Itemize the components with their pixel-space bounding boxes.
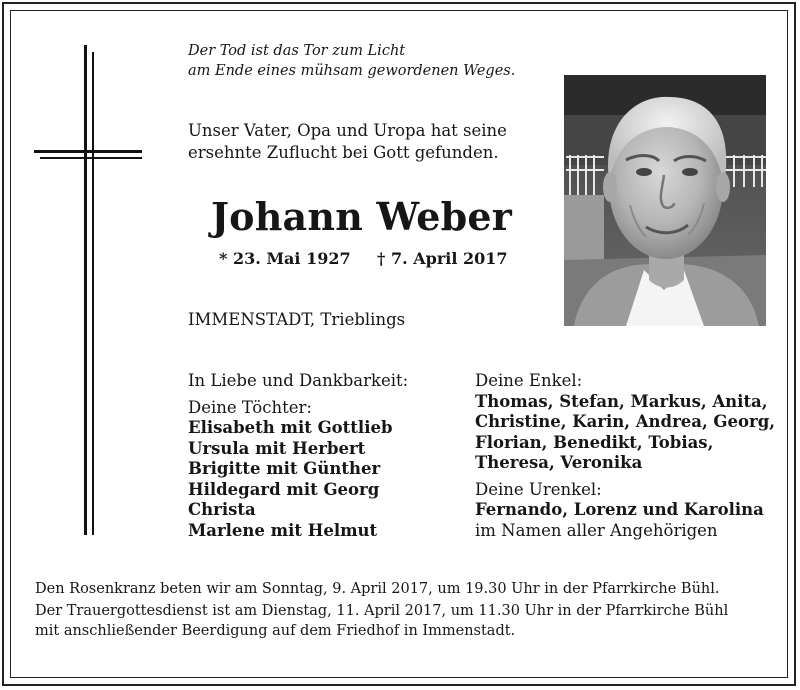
grandchildren-line: Thomas, Stefan, Markus, Anita, [475, 391, 768, 411]
cross-horizontal-bar-thin [40, 157, 142, 159]
daughter-entry: Christa [188, 500, 256, 519]
funeral-notice [35, 601, 728, 641]
place-of-residence: IMMENSTADT, Trieblings [188, 310, 406, 329]
portrait-image [564, 75, 766, 326]
gratitude-heading: In Liebe und Dankbarkeit: [188, 371, 409, 390]
portrait-photo [564, 75, 766, 326]
motto-quote [188, 41, 515, 81]
family-left-column [188, 371, 408, 541]
great-grandchildren-label: Deine Urenkel: [475, 479, 602, 499]
intro-text [188, 120, 507, 164]
great-grandchildren-names: Fernando, Lorenz und Karolina [475, 500, 764, 519]
intro-line-2: ersehnte Zuflucht bei Gott gefunden. [188, 143, 499, 162]
cross-vertical-bar-thin [92, 52, 94, 535]
cross-horizontal-bar [34, 150, 142, 153]
grandchildren-line: Florian, Benedikt, Tobias, [475, 432, 714, 452]
intro-line-1: Unser Vater, Opa und Uropa hat seine [188, 121, 507, 140]
motto-line-2: am Ende eines mühsam gewordenen Weges. [188, 63, 516, 79]
daughter-entry: Marlene mit Helmut [188, 520, 378, 540]
daughter-entry: Ursula mit Herbert [188, 438, 366, 458]
deceased-name: Johann Weber [211, 194, 512, 239]
grandchildren-line: Christine, Karin, Andrea, Georg, [475, 412, 776, 431]
death-date: † 7. April 2017 [377, 249, 508, 268]
daughter-entry: Elisabeth mit Gottlieb [188, 418, 393, 437]
motto-line-1: Der Tod ist das Tor zum Licht [188, 43, 406, 59]
funeral-notice-line-2: mit anschließender Beerdigung auf dem Friedhof in Immenstadt. [35, 623, 516, 639]
daughters-label: Deine Töchter: [188, 397, 312, 417]
closing-line: im Namen aller Angehörigen [475, 520, 718, 540]
cross-vertical-bar [84, 45, 87, 535]
family-right-column [475, 371, 775, 541]
daughter-entry: Brigitte mit Günther [188, 459, 381, 478]
grandchildren-line: Theresa, Veronika [475, 453, 643, 472]
rosary-notice: Den Rosenkranz beten wir am Sonntag, 9. April 2017, um 19.30 Uhr in der Pfarrkirche Bühl. [35, 581, 720, 597]
funeral-notice-line-1: Der Trauergottesdienst ist am Dienstag, 11. April 2017, um 11.30 Uhr in der Pfarrkirche Bühl [35, 603, 729, 619]
daughter-entry: Hildegard mit Georg [188, 479, 380, 499]
grandchildren-label: Deine Enkel: [475, 371, 583, 390]
birth-date: * 23. Mai 1927 [219, 249, 351, 268]
